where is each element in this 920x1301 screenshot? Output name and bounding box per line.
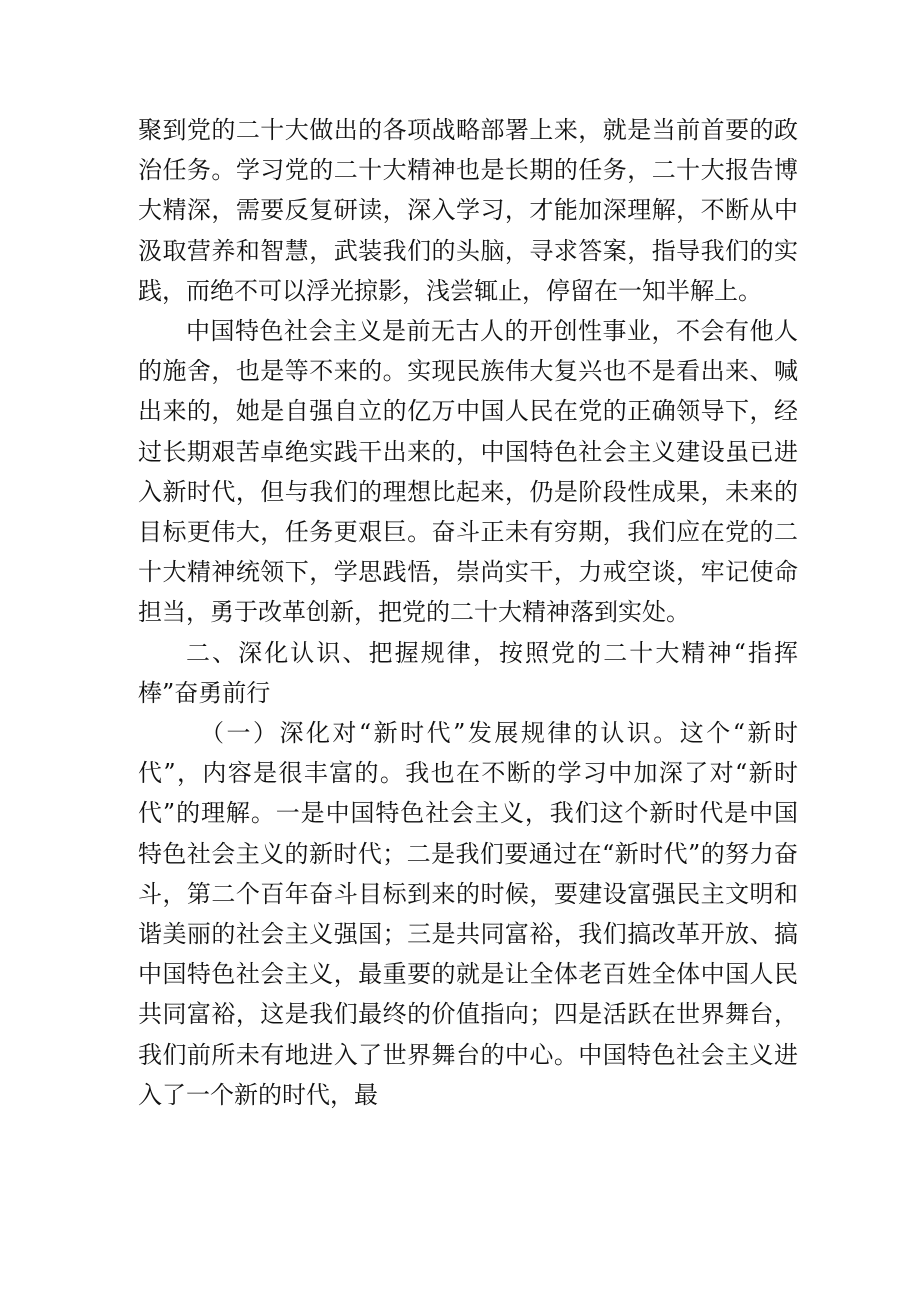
document-body [138, 110, 798, 1115]
subsection-new-era: （一）深化对“新时代”发展规律的认识。这个“新时代”，内容是很丰富的。我也在不断的学习中加深了对“新时代”的理解。一是中国特色社会主义，我们这个新时代是中国特色社会主义的新时代；二是我们要通过在“新时代”的努力奋斗，第二个百年奋斗目标到来的时候，要建设富强民主文明和谐美丽的社会主义强国；三是共同富裕，我们搞改革开放、搞中国特色社会主义，最重要的就是让全体老百姓全体中国人民共同富裕，这是我们最终的价值指向；四是活跃在世界舞台，我们前所未有地进入了世界舞台的中心。中国特色社会主义进入了一个新的时代，最 [138, 719, 798, 1109]
section-heading-two: 二、深化认识、把握规律，按照党的二十大精神“指挥棒”奋勇前行 [138, 638, 798, 707]
paragraph-continuation: 聚到党的二十大做出的各项战略部署上来，就是当前首要的政治任务。学习党的二十大精神也是长期的任务，二十大报告博大精深，需要反复研读，深入学习，才能加深理解，不断从中汲取营养和智慧，武装我们的头脑，寻求答案，指导我们的实践，而绝不可以浮光掠影，浅尝辄止，停留在一知半解上。 [138, 116, 798, 305]
paragraph-socialism: 中国特色社会主义是前无古人的开创性事业，不会有他人的施舍，也是等不来的。实现民族伟大复兴也不是看出来、喊出来的，她是自强自立的亿万中国人民在党的正确领导下，经过长期艰苦卓绝实践干出来的，中国特色社会主义建设虽已进入新时代，但与我们的理想比起来，仍是阶段性成果，未来的目标更伟大，任务更艰巨。奋斗正未有穷期，我们应在党的二十大精神统领下，学思践悟，崇尚实干，力戒空谈，牢记使命担当，勇于改革创新，把党的二十大精神落到实处。 [138, 317, 798, 627]
